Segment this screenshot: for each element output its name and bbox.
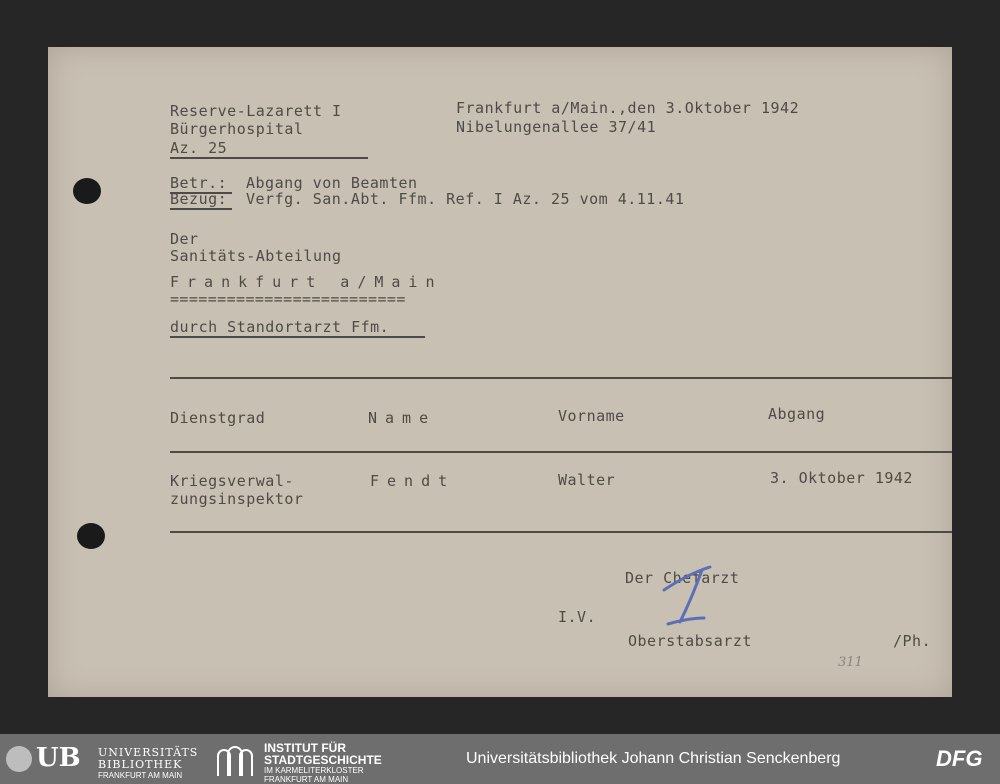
subject-label: Betr.: bbox=[170, 174, 228, 192]
recipient-article: Der bbox=[170, 230, 199, 248]
library-title: Universitätsbibliothek Johann Christian Senckenberg bbox=[466, 750, 841, 767]
sender-name: Reserve-Lazarett I bbox=[170, 102, 342, 120]
row-name: Fendt bbox=[370, 472, 456, 490]
reference-text: Verfg. San.Abt. Ffm. Ref. I Az. 25 vom 4.11.41 bbox=[246, 190, 685, 208]
ub-portrait-icon bbox=[6, 746, 32, 772]
ub-name-line3: FRANKFURT AM MAIN bbox=[98, 771, 183, 780]
via-underline bbox=[170, 336, 425, 338]
reference-label: Bezug: bbox=[170, 190, 228, 208]
reference-label-underline bbox=[170, 208, 232, 210]
letter-sheet bbox=[48, 47, 952, 697]
punch-hole-bottom bbox=[77, 523, 105, 549]
isg-line2: STADTGESCHICHTE bbox=[264, 753, 382, 767]
ub-name-line1: UNIVERSITÄTS bbox=[98, 746, 199, 759]
row-first-name: Walter bbox=[558, 471, 616, 489]
signatory-rank: Oberstabsarzt bbox=[628, 632, 752, 650]
table-rule-top bbox=[170, 377, 952, 379]
pencil-note: 311 bbox=[838, 655, 863, 670]
header-departure: Abgang bbox=[768, 405, 826, 423]
sender-hospital: Bürgerhospital bbox=[170, 120, 304, 138]
ub-logo[interactable]: UB bbox=[36, 743, 81, 773]
place-date: Frankfurt a/Main.,den 3.Oktober 1942 bbox=[456, 99, 800, 117]
row-departure-date: 3. Oktober 1942 bbox=[770, 469, 913, 487]
isg-line4: FRANKFURT AM MAIN bbox=[264, 775, 349, 784]
subject-text: Abgang von Beamten bbox=[246, 174, 418, 192]
dfg-logo[interactable]: DFG bbox=[936, 746, 983, 771]
on-behalf-of: I.V. bbox=[558, 608, 597, 626]
row-rank-line2: zungsinspektor bbox=[170, 490, 304, 508]
recipient-double-rule: ========================= bbox=[170, 290, 406, 308]
header-rank: Dienstgrad bbox=[170, 409, 266, 427]
header-first-name: Vorname bbox=[558, 407, 625, 425]
sender-address: Nibelungenallee 37/41 bbox=[456, 118, 657, 136]
footer-bar bbox=[0, 734, 1000, 784]
punch-hole-top bbox=[73, 178, 101, 204]
sender-underline bbox=[170, 157, 368, 159]
recipient-city: Frankfurt a/Main bbox=[170, 273, 443, 291]
row-rank-line1: Kriegsverwal- bbox=[170, 472, 294, 490]
typist-initials: /Ph. bbox=[893, 632, 932, 650]
via-line: durch Standortarzt Ffm. bbox=[170, 318, 390, 336]
ub-name-line2: BIBLIOTHEK bbox=[98, 758, 183, 771]
signature-mark bbox=[654, 562, 716, 632]
isg-line3: IM KARMELITERKLOSTER bbox=[264, 766, 364, 775]
recipient-department: Sanitäts-Abteilung bbox=[170, 247, 342, 265]
isg-arches-icon[interactable] bbox=[214, 742, 256, 778]
closing-title: Der Chefarzt bbox=[625, 569, 740, 587]
isg-line1: INSTITUT FÜR bbox=[264, 741, 346, 755]
table-rule-middle bbox=[170, 451, 952, 453]
sender-reference: Az. 25 bbox=[170, 139, 228, 157]
header-name: Name bbox=[368, 409, 437, 427]
table-rule-bottom bbox=[170, 531, 952, 533]
